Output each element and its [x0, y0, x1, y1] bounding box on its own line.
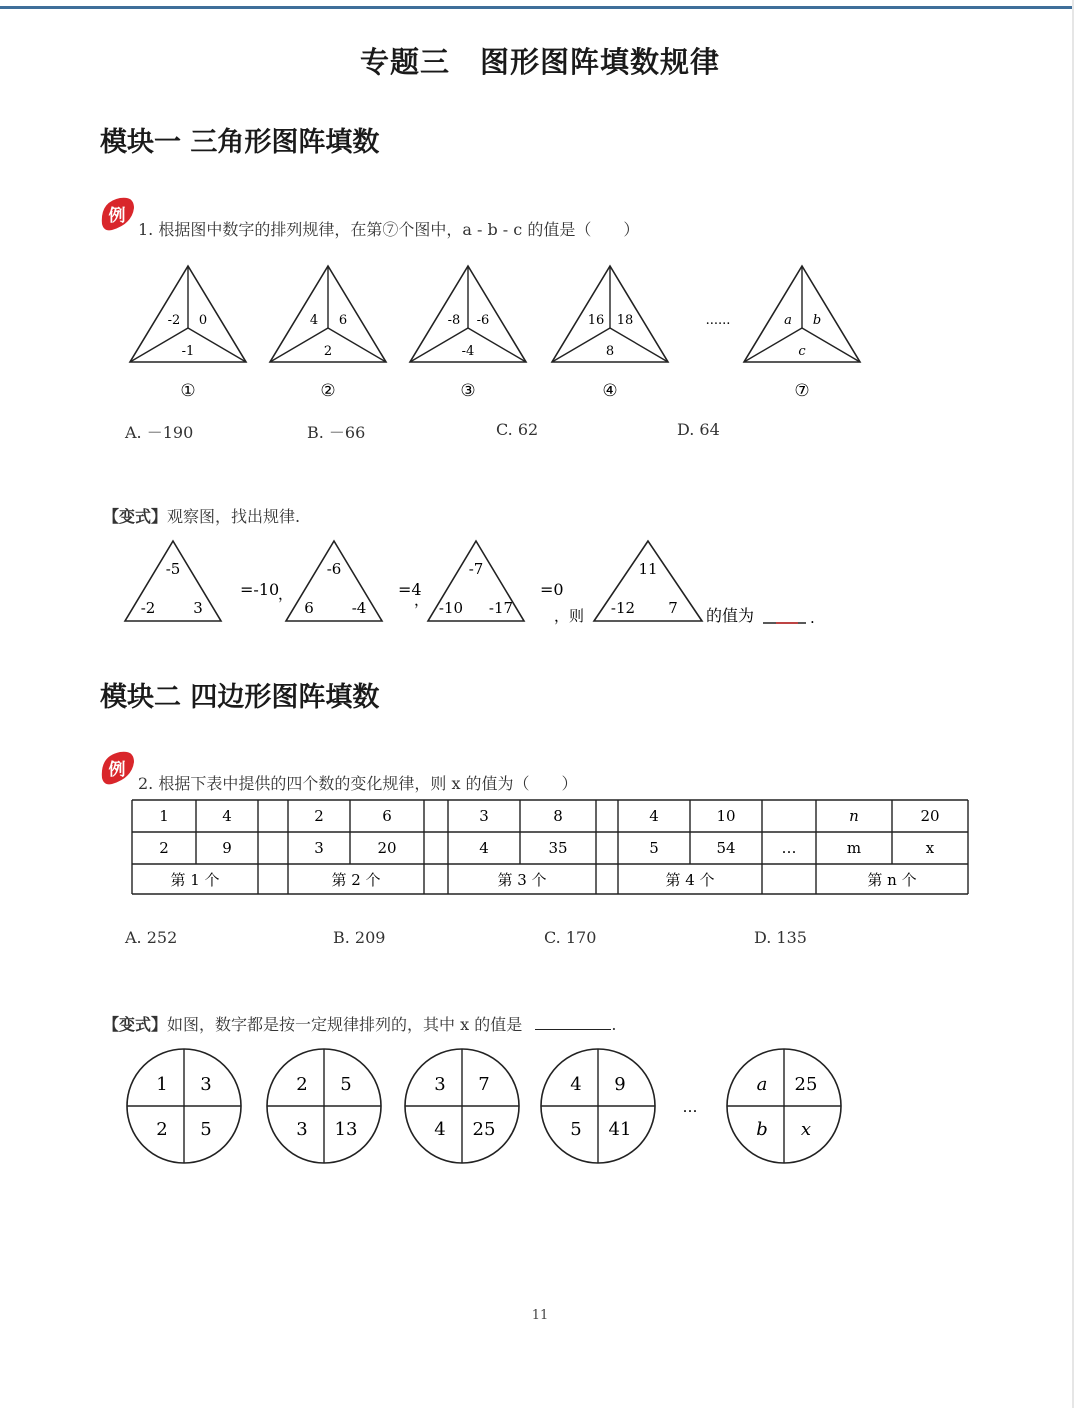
q1-triangle-2 — [270, 266, 386, 401]
q1-triangle-3 — [410, 266, 526, 401]
v1-body: 观察图，找出规律. — [167, 507, 301, 526]
q1-text: 1. 根据图中数字的排列规律，在第⑦个图中，a - b - c 的值是（ ） — [138, 220, 640, 239]
q1-figures — [120, 258, 880, 408]
q2-group-label: 第 4 个 — [665, 871, 715, 889]
v2-circles — [120, 1042, 860, 1172]
badge-text: 例 — [108, 206, 126, 226]
q1-triangle-4 — [552, 266, 668, 401]
v2-top-left: 4 — [570, 1074, 582, 1095]
v2-circle-3 — [405, 1049, 519, 1163]
q2-cell: x — [925, 839, 935, 857]
q1-fig-right-value: 18 — [616, 313, 634, 328]
v2-circle-1 — [127, 1049, 241, 1163]
v1-triangle-3 — [428, 541, 564, 621]
q1-fig-bottom-value: 2 — [323, 344, 333, 359]
q2-option-c[interactable]: C. 170 — [544, 928, 597, 947]
q2-cell: m — [846, 839, 862, 857]
v1-right-value: -4 — [351, 599, 367, 617]
badge-text: 例 — [108, 760, 126, 780]
v2-bottom-right: 25 — [472, 1119, 496, 1140]
v2-top-left: 1 — [156, 1074, 168, 1095]
q2-group-label: 第 3 个 — [497, 871, 547, 889]
example-badge-2 — [98, 748, 138, 792]
q2-table-grid — [132, 800, 968, 894]
v1-prefix: 【变式】 — [103, 507, 168, 526]
q2-ellipsis: … — [781, 839, 797, 857]
q1-option-d[interactable]: D. 64 — [677, 420, 720, 439]
q2-option-d[interactable]: D. 135 — [754, 928, 807, 947]
module2-heading: 模块二 四边形图阵填数 — [100, 682, 380, 713]
q1-option-c[interactable]: C. 62 — [496, 420, 539, 439]
v1-result: =0 — [540, 580, 564, 599]
v2-top-left: 3 — [434, 1074, 446, 1095]
q1-triangle-1 — [130, 266, 246, 401]
v1-suffix: 的值为 — [706, 606, 755, 625]
v1-left-value: -12 — [610, 599, 636, 617]
v2-bottom-left: 2 — [156, 1119, 168, 1140]
q1-triangle-5 — [744, 266, 860, 401]
q1-fig-bottom-value: -1 — [181, 344, 195, 359]
v2-top-right: 7 — [478, 1074, 490, 1095]
v2-bottom-left: b — [756, 1119, 768, 1140]
v1-triangle-4 — [594, 541, 702, 621]
v1-top-value: -5 — [165, 560, 181, 578]
v1-triangle-1 — [125, 541, 279, 621]
q1-ellipsis: ...... — [705, 313, 731, 328]
v2-body: 如图，数字都是按一定规律排列的，其中 x 的值是 — [167, 1015, 523, 1034]
v2-bottom-right: 41 — [608, 1119, 632, 1140]
q2-cell: 6 — [382, 807, 392, 825]
v1-right-value: -17 — [488, 599, 514, 617]
q1-fig-left-value: 4 — [309, 313, 319, 328]
v1-top-value: 11 — [638, 560, 658, 578]
q2-cell: 2 — [314, 807, 324, 825]
v1-left-value: -10 — [438, 599, 464, 617]
q2-cell: 20 — [920, 807, 940, 825]
v2-text — [103, 1012, 616, 1035]
v2-circle-4 — [541, 1049, 655, 1163]
q2-cell: 20 — [377, 839, 397, 857]
q1-fig-right-value: 6 — [338, 313, 348, 328]
v1-then: ，则 — [554, 607, 585, 625]
q1-fig-label: ⑦ — [794, 381, 810, 401]
q2-cell: 35 — [548, 839, 568, 857]
v2-top-right: 5 — [340, 1074, 352, 1095]
v2-circle-5 — [727, 1049, 841, 1163]
q1-fig-label: ② — [320, 381, 336, 401]
v1-text — [103, 504, 300, 527]
example-badge-1 — [98, 194, 138, 238]
q1-fig-bottom-value: c — [798, 344, 806, 359]
v2-top-left: 2 — [296, 1074, 308, 1095]
q2-cell: 3 — [479, 807, 489, 825]
v2-prefix: 【变式】 — [103, 1015, 168, 1034]
q1-fig-label: ① — [180, 381, 196, 401]
q2-cell: 10 — [716, 807, 736, 825]
v1-result: =4 — [398, 580, 422, 599]
q2-cell: 5 — [649, 839, 659, 857]
v2-bottom-right: 5 — [200, 1119, 212, 1140]
q2-group-label: 第 1 个 — [170, 871, 220, 889]
v1-left-value: -2 — [140, 599, 156, 617]
q2-cell: 4 — [222, 807, 232, 825]
page-number: 11 — [531, 1308, 549, 1323]
q2-cell: 9 — [222, 839, 232, 857]
page-edge — [1072, 0, 1074, 1408]
q1-fig-label: ③ — [460, 381, 476, 401]
v1-result: =-10 — [240, 580, 280, 599]
q2-cell: 1 — [159, 807, 169, 825]
q1-fig-left-value: a — [784, 313, 792, 328]
q2-option-b[interactable]: B. 209 — [333, 928, 386, 947]
v2-top-right: 3 — [200, 1074, 212, 1095]
v1-end: . — [810, 609, 815, 627]
q1-fig-bottom-value: 8 — [605, 344, 615, 359]
q2-group-label: 第 2 个 — [331, 871, 381, 889]
q2-cell: 8 — [553, 807, 563, 825]
module1-heading: 模块一 三角形图阵填数 — [100, 127, 380, 158]
q1-fig-right-value: -6 — [476, 313, 490, 328]
v2-end: . — [611, 1015, 617, 1034]
v1-left-value: 6 — [304, 599, 314, 617]
q2-cell: n — [849, 807, 859, 825]
q2-text: 2. 根据下表中提供的四个数的变化规律，则 x 的值为（ ） — [138, 774, 578, 793]
q2-group-label: 第 n 个 — [867, 871, 917, 889]
q2-cell: 54 — [716, 839, 736, 857]
v1-comma-1: ， — [278, 585, 294, 603]
q1-option-a[interactable]: A. －190 — [125, 423, 194, 442]
q1-fig-bottom-value: -4 — [461, 344, 475, 359]
q2-cell: 3 — [314, 839, 324, 857]
q1-option-b[interactable]: B. －66 — [307, 423, 366, 442]
q2-cell: 4 — [649, 807, 659, 825]
q2-table — [130, 798, 972, 898]
v2-top-left: a — [756, 1074, 768, 1095]
q1-fig-right-value: b — [812, 313, 822, 328]
v1-right-value: 3 — [193, 599, 203, 617]
v2-bottom-right: 13 — [334, 1119, 358, 1140]
q2-cell: 4 — [479, 839, 489, 857]
v2-bottom-left: 4 — [434, 1119, 446, 1140]
q1-fig-label: ④ — [602, 381, 618, 401]
v1-figures — [118, 535, 838, 635]
q2-option-a[interactable]: A. 252 — [125, 928, 178, 947]
top-rule — [0, 6, 1072, 9]
q1-fig-left-value: -8 — [447, 313, 461, 328]
v2-ellipsis: … — [682, 1098, 698, 1116]
v1-right-value: 7 — [668, 599, 678, 617]
v2-bottom-right: x — [800, 1119, 812, 1140]
q1-fig-right-value: 0 — [198, 313, 208, 328]
v1-top-value: -6 — [326, 560, 342, 578]
v1-top-value: -7 — [468, 560, 484, 578]
v1-triangle-2 — [286, 541, 422, 621]
v2-top-right: 25 — [794, 1074, 818, 1095]
v2-top-right: 9 — [614, 1074, 626, 1095]
q1-fig-left-value: 16 — [587, 313, 605, 328]
page-title: 专题三 图形图阵填数规律 — [359, 45, 720, 79]
v2-circle-2 — [267, 1049, 381, 1163]
v1-comma-2: ， — [414, 591, 430, 609]
q2-cell: 2 — [159, 839, 169, 857]
v2-bottom-left: 3 — [296, 1119, 308, 1140]
q1-fig-left-value: -2 — [167, 313, 181, 328]
v2-bottom-left: 5 — [570, 1119, 582, 1140]
v2-answer-blank[interactable] — [535, 1029, 611, 1030]
